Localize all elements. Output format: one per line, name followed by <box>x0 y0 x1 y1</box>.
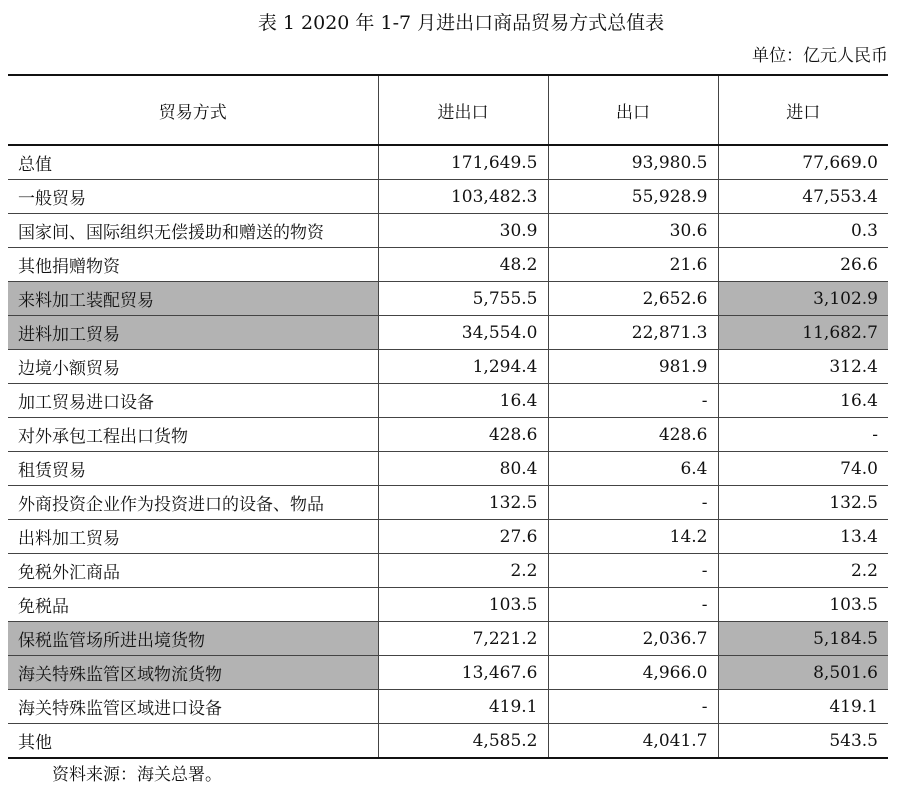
trade-mode-cell: 总值 <box>8 145 378 180</box>
trade-mode-cell: 租赁贸易 <box>8 452 378 486</box>
export-value-cell: 93,980.5 <box>548 145 718 180</box>
total-value-cell: 30.9 <box>378 214 548 248</box>
total-value-cell: 1,294.4 <box>378 350 548 384</box>
trade-mode-cell: 保税监管场所进出境货物 <box>8 622 378 656</box>
table-row <box>8 248 888 282</box>
table-row <box>8 282 888 316</box>
import-value-cell: 3,102.9 <box>718 282 888 316</box>
import-value-cell: 312.4 <box>718 350 888 384</box>
import-value-cell: 11,682.7 <box>718 316 888 350</box>
total-value-cell: 2.2 <box>378 554 548 588</box>
export-value-cell: 30.6 <box>548 214 718 248</box>
export-value-cell: 22,871.3 <box>548 316 718 350</box>
table-row <box>8 145 888 180</box>
trade-mode-cell: 外商投资企业作为投资进口的设备、物品 <box>8 486 378 520</box>
export-value-cell: 4,966.0 <box>548 656 718 690</box>
total-value-cell: 103.5 <box>378 588 548 622</box>
source-note: 资料来源：海关总署。 <box>52 765 222 785</box>
table-row <box>8 316 888 350</box>
total-value-cell: 428.6 <box>378 418 548 452</box>
total-value-cell: 16.4 <box>378 384 548 418</box>
export-value-cell: 2,652.6 <box>548 282 718 316</box>
export-value-cell: 428.6 <box>548 418 718 452</box>
table-row <box>8 724 888 759</box>
trade-mode-cell: 免税品 <box>8 588 378 622</box>
total-value-cell: 34,554.0 <box>378 316 548 350</box>
trade-mode-cell: 进料加工贸易 <box>8 316 378 350</box>
trade-mode-cell: 海关特殊监管区域物流货物 <box>8 656 378 690</box>
table-row <box>8 690 888 724</box>
trade-mode-cell: 免税外汇商品 <box>8 554 378 588</box>
import-value-cell: - <box>718 418 888 452</box>
import-value-cell: 77,669.0 <box>718 145 888 180</box>
export-value-cell: 14.2 <box>548 520 718 554</box>
trade-mode-cell: 海关特殊监管区域进口设备 <box>8 690 378 724</box>
total-value-cell: 419.1 <box>378 690 548 724</box>
trade-mode-cell: 来料加工装配贸易 <box>8 282 378 316</box>
table-row <box>8 418 888 452</box>
table-title: 表 1 2020 年 1-7 月进出口商品贸易方式总值表 <box>257 12 665 34</box>
export-value-cell: 2,036.7 <box>548 622 718 656</box>
trade-mode-cell: 其他 <box>8 724 378 759</box>
table-row <box>8 486 888 520</box>
table-row <box>8 554 888 588</box>
export-value-cell: 21.6 <box>548 248 718 282</box>
import-value-cell: 26.6 <box>718 248 888 282</box>
export-value-cell: 4,041.7 <box>548 724 718 759</box>
trade-mode-cell: 对外承包工程出口货物 <box>8 418 378 452</box>
import-value-cell: 13.4 <box>718 520 888 554</box>
import-value-cell: 5,184.5 <box>718 622 888 656</box>
total-value-cell: 132.5 <box>378 486 548 520</box>
import-value-cell: 2.2 <box>718 554 888 588</box>
header-total: 进出口 <box>378 75 548 145</box>
total-value-cell: 5,755.5 <box>378 282 548 316</box>
table-row <box>8 384 888 418</box>
table-row <box>8 622 888 656</box>
trade-mode-cell: 加工贸易进口设备 <box>8 384 378 418</box>
table-row <box>8 350 888 384</box>
total-value-cell: 27.6 <box>378 520 548 554</box>
export-value-cell: 6.4 <box>548 452 718 486</box>
import-value-cell: 0.3 <box>718 214 888 248</box>
export-value-cell: - <box>548 384 718 418</box>
table-row <box>8 656 888 690</box>
export-value-cell: 55,928.9 <box>548 180 718 214</box>
export-value-cell: - <box>548 554 718 588</box>
export-value-cell: 981.9 <box>548 350 718 384</box>
trade-mode-cell: 出料加工贸易 <box>8 520 378 554</box>
total-value-cell: 80.4 <box>378 452 548 486</box>
export-value-cell: - <box>548 588 718 622</box>
trade-table <box>8 74 888 759</box>
table-body <box>8 145 888 758</box>
import-value-cell: 8,501.6 <box>718 656 888 690</box>
import-value-cell: 103.5 <box>718 588 888 622</box>
table-row <box>8 214 888 248</box>
total-value-cell: 171,649.5 <box>378 145 548 180</box>
import-value-cell: 16.4 <box>718 384 888 418</box>
import-value-cell: 419.1 <box>718 690 888 724</box>
table-row <box>8 588 888 622</box>
total-value-cell: 4,585.2 <box>378 724 548 759</box>
trade-mode-cell: 边境小额贸易 <box>8 350 378 384</box>
trade-mode-cell: 一般贸易 <box>8 180 378 214</box>
import-value-cell: 543.5 <box>718 724 888 759</box>
total-value-cell: 103,482.3 <box>378 180 548 214</box>
header-row <box>8 75 888 145</box>
table-row <box>8 520 888 554</box>
unit-label: 单位：亿元人民币 <box>752 46 888 66</box>
table-row <box>8 452 888 486</box>
export-value-cell: - <box>548 690 718 724</box>
total-value-cell: 7,221.2 <box>378 622 548 656</box>
import-value-cell: 47,553.4 <box>718 180 888 214</box>
table-row <box>8 180 888 214</box>
total-value-cell: 48.2 <box>378 248 548 282</box>
import-value-cell: 132.5 <box>718 486 888 520</box>
header-trade-mode: 贸易方式 <box>8 75 378 145</box>
header-import: 进口 <box>718 75 888 145</box>
export-value-cell: - <box>548 486 718 520</box>
trade-mode-cell: 其他捐赠物资 <box>8 248 378 282</box>
total-value-cell: 13,467.6 <box>378 656 548 690</box>
header-export: 出口 <box>548 75 718 145</box>
import-value-cell: 74.0 <box>718 452 888 486</box>
trade-mode-cell: 国家间、国际组织无偿援助和赠送的物资 <box>8 214 378 248</box>
